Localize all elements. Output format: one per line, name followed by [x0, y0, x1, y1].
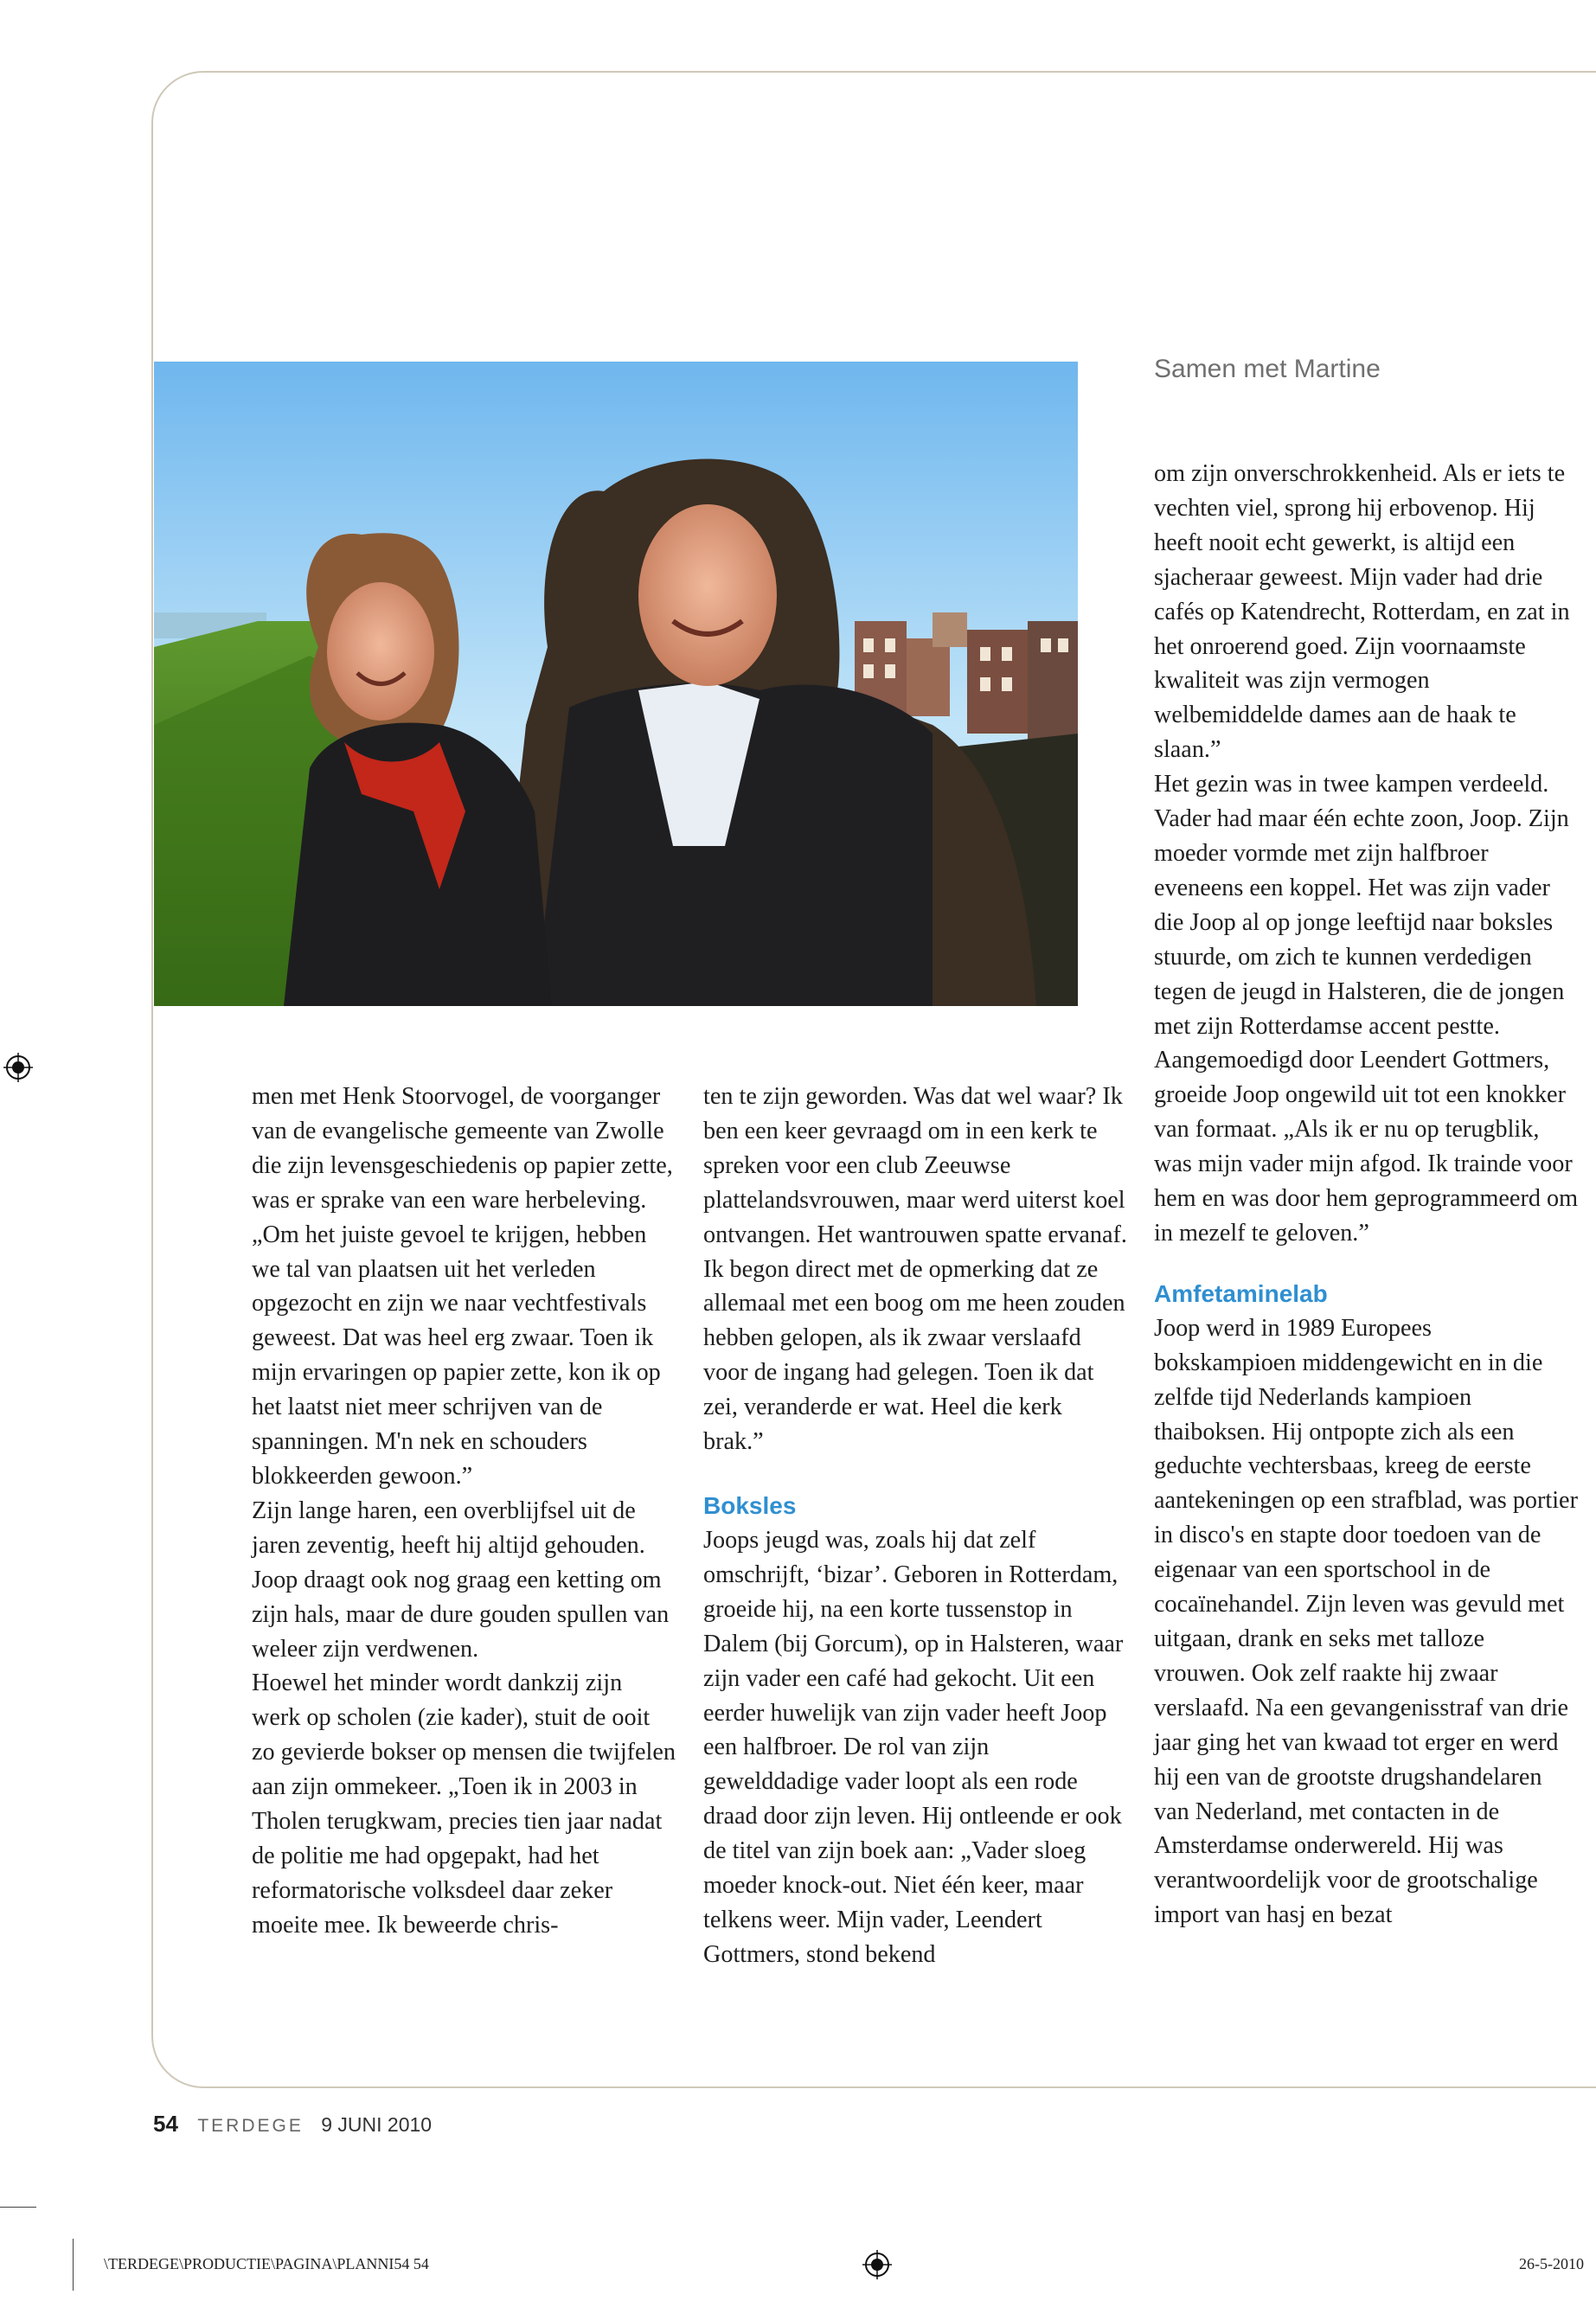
- page-footer: [153, 2111, 432, 2138]
- slug-path: \TERDEGE\PRODUCTIE\PAGINA\PLANNI54 54: [104, 2255, 429, 2272]
- section-heading-amfetaminelab: Amfetaminelab: [1154, 1279, 1328, 1307]
- magazine-name: TERDEGE: [197, 2116, 304, 2136]
- article-column-3: [1154, 457, 1578, 1932]
- paragraph: men met Henk Stoorvogel, de voorganger van de evangelische gemeente van Zwolle die zijn levensgeschiedenis op papier zette, was er sprake van een ware herbeleving. „Om het juiste gevoel te krijgen, hebben we tal van plaatsen uit het verleden opgezocht en zijn we naar vechtfestivals geweest. Dat was heel erg zwaar. Toen ik mijn ervaringen op papier zette, kon ik op het laatst niet meer schrijven van de spanningen. M'n nek en schouders blokkeerden gewoon.”: [252, 1083, 673, 1490]
- paragraph: Joops jeugd was, zoals hij dat zelf omschrijft, ‘bizar’. Geboren in Rotterdam, groeide hij, na een korte tussenstop in Dalem (bij Gorcum), op in Halsteren, waar zijn vader een café had gekocht. Uit een eerder huwelijk van zijn vader heeft Joop een halfbroer. De rol van zijn gewelddadige vader loopt als een rode draad door zijn leven. Hij ontleende er ook de titel van zijn boek aan: „Vader sloeg moeder knock-out. Niet één keer, maar telkens weer. Mijn vader, Leendert Gottmers, stond bekend: [703, 1526, 1124, 1968]
- section-heading-boksles: Boksles: [703, 1491, 797, 1519]
- paragraph: ten te zijn geworden. Was dat wel waar? Ik ben een keer gevraagd om in een kerk te spreken voor een club Zeeuwse plattelandsvrouwen, maar werd uiterst koel ontvangen. Het wantrouwen spatte ervanaf. Ik begon direct met de opmerking dat ze allemaal met een boog om me heen zouden hebben gelopen, als ik zwaar verslaafd voor de ingang had gelegen. Toen ik dat zei, veranderde er wat. Heel die kerk brak.”: [703, 1083, 1127, 1456]
- paragraph: Hoewel het minder wordt dankzij zijn werk op scholen (zie kader), stuit de ooit zo gevierde bokser op mensen die twijfelen aan zijn ommekeer. „Toen ik in 2003 in Tholen terugkwam, precies tien jaar nadat de politie me had opgepakt, had het reformatorische volksdeel daar zeker moeite mee. Ik beweerde chris-: [252, 1670, 676, 1939]
- paragraph: Het gezin was in twee kampen verdeeld. Vader had maar één echte zoon, Joop. Zijn moeder vormde met zijn halfbroer eveneens een koppel. Het was zijn vader die Joop al op jonge leeftijd naar boksles stuurde, om zich te kunnen verdedigen tegen de jeugd in Halsteren, die de jongen met zijn Rotterdamse accent pestte. Aangemoedigd door Leendert Gottmers, groeide Joop ongewild uit tot een knokker van formaat. „Als ik er nu op terugblik, was mijn vader mijn afgod. Ik trainde voor hem en was door hem geprogrammeerd om in mezelf te geloven.”: [1154, 771, 1578, 1247]
- page-number: 54: [153, 2111, 178, 2137]
- photo-caption: Samen met Martine: [1154, 355, 1381, 383]
- crop-mark: [0, 2207, 36, 2208]
- photo-couple-on-dike: [154, 362, 1078, 1006]
- article-column-1: [252, 1080, 676, 1943]
- registration-mark-icon: [3, 1053, 33, 1082]
- paragraph: Zijn lange haren, een overblijfsel uit de jaren zeventig, heeft hij altijd gehouden. Joop draagt ook nog graag een ketting om zijn hals, maar de dure gouden spullen van weleer zijn verdwenen.: [252, 1497, 670, 1663]
- slug-date: 26-5-2010: [1519, 2255, 1584, 2272]
- issue-date: 9 JUNI 2010: [321, 2113, 433, 2136]
- paragraph: Joop werd in 1989 Europees bokskampioen middengewicht en in die zelfde tijd Nederlands kampioen thaiboksen. Hij ontpopte zich als een geduchte vechtersbaas, kreeg de eerste aantekeningen op een strafblad, was portier in disco's en stapte door toedoen van de eigenaar van een sportschool in de cocaïnehandel. Zijn leven was gevuld met uitgaan, drank en seks met talloze vrouwen. Ook zelf raakte hij zwaar verslaafd. Na een gevangenisstraf van drie jaar ging het van kwaad tot erger en werd hij een van de grootste drugshandelaren van Nederland, met contacten in de Amsterdamse onderwereld. Hij was verantwoordelijk voor de grootschalige import van hasj en bezat: [1154, 1314, 1578, 1929]
- crop-mark: [73, 2239, 74, 2291]
- article-column-2: [703, 1080, 1127, 1972]
- registration-mark-icon: [862, 2250, 892, 2279]
- paragraph: om zijn onverschrokkenheid. Als er iets te vechten viel, sprong hij erbovenop. Hij heeft nooit echt gewerkt, is altijd een sjacheraar geweest. Mijn vader had drie cafés op Katendrecht, Rotterdam, en zat in het onroerend goed. Zijn voornaamste kwaliteit was zijn vermogen welbemiddelde dames aan de haak te slaan.”: [1154, 460, 1570, 764]
